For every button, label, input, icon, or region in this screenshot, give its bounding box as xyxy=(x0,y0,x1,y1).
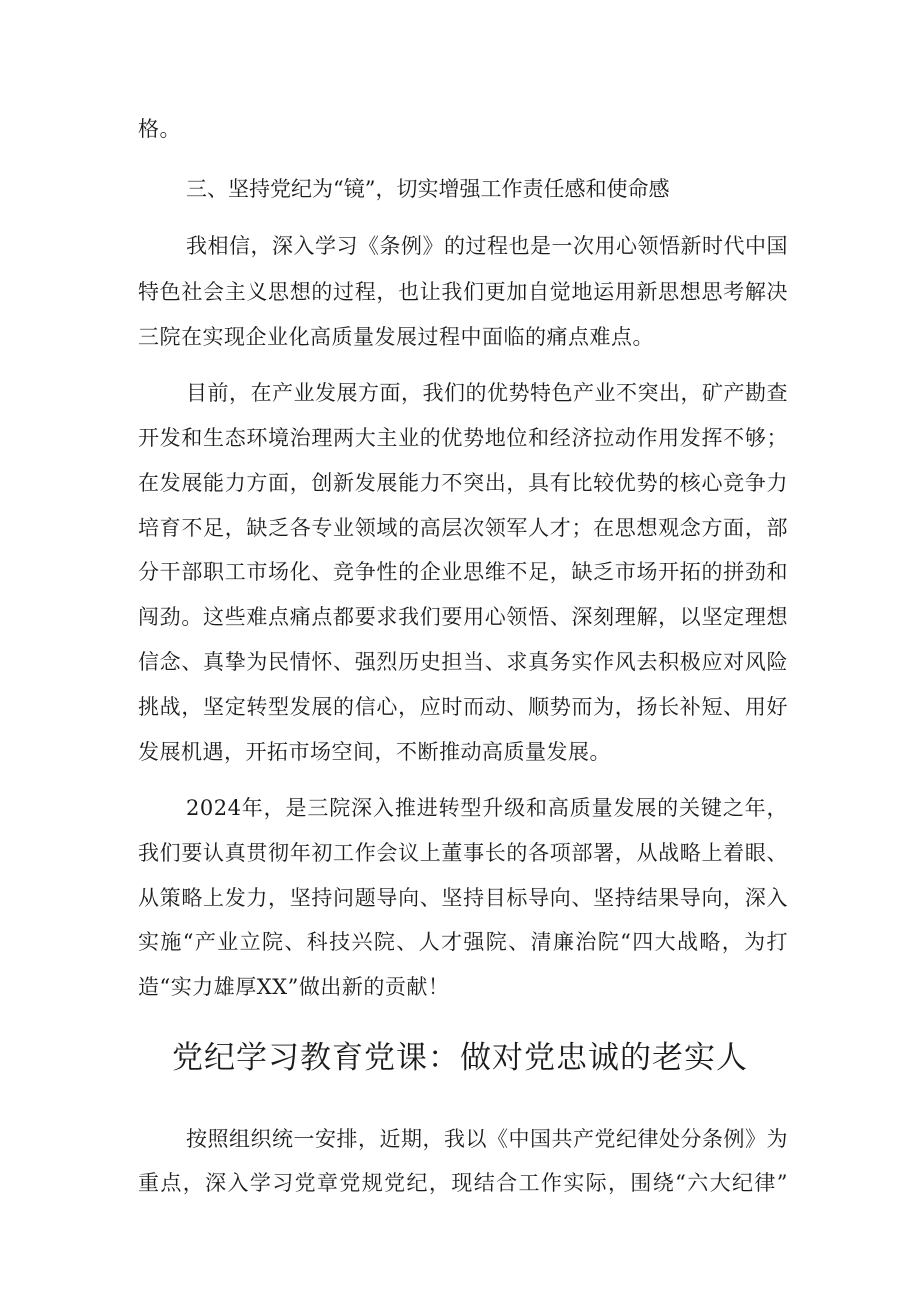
section-heading-three: 三、坚持党纪为“镜”，切实增强工作责任感和使命感 xyxy=(186,177,670,201)
paragraph-line: 2024年，是三院深入推进转型升级和高质量发展的关键之年， xyxy=(186,796,788,820)
paragraph-line: 分干部职工市场化、竞争性的企业思维不足，缺乏市场开拓的拼劲和 xyxy=(138,560,788,584)
paragraph-line: 实施“产业立院、科技兴院、人才强院、清廉治院“四大战略，为打 xyxy=(138,930,788,954)
paragraph-line: 开发和生态环境治理两大主业的优势地位和经济拉动作用发挥不够； xyxy=(138,426,788,450)
paragraph-line: 按照组织统一安排，近期，我以《中国共产党纪律处分条例》为 xyxy=(186,1127,788,1151)
paragraph-line: 从策略上发力，坚持问题导向、坚持目标导向、坚持结果导向，深入 xyxy=(138,886,788,910)
previous-paragraph-tail: 格。 xyxy=(138,117,181,141)
paragraph-line: 三院在实现企业化高质量发展过程中面临的痛点难点。 xyxy=(138,325,654,349)
paragraph-line: 目前，在产业发展方面，我们的优势特色产业不突出，矿产勘查 xyxy=(186,381,788,405)
paragraph-line: 挑战，坚定转型发展的信心，应时而动、顺势而为，扬长补短、用好 xyxy=(138,695,788,719)
paragraph-line: 特色社会主义思想的过程，也让我们更加自觉地运用新思想思考解决 xyxy=(138,280,788,304)
paragraph-line: 我相信，深入学习《条例》的过程也是一次用心领悟新时代中国 xyxy=(186,234,788,258)
paragraph-line: 闯劲。这些难点痛点都要求我们要用心领悟、深刻理解，以坚定理想 xyxy=(138,605,788,629)
article-title: 党纪学习教育党课：做对党忠诚的老实人 xyxy=(172,1040,748,1076)
paragraph-line: 我们要认真贯彻年初工作会议上董事长的各项部署，从战略上着眼、 xyxy=(138,841,788,865)
paragraph-line: 信念、真挚为民情怀、强烈历史担当、求真务实作风去积极应对风险 xyxy=(138,650,788,674)
paragraph-line: 发展机遇，开拓市场空间，不断推动高质量发展。 xyxy=(138,740,611,764)
paragraph-line: 在发展能力方面，创新发展能力不突出，具有比较优势的核心竞争力 xyxy=(138,471,788,495)
paragraph-line: 培育不足，缺乏各专业领域的高层次领军人才；在思想观念方面，部 xyxy=(138,516,788,540)
paragraph-line: 重点，深入学习党章党规党纪，现结合工作实际，围绕“六大纪律” xyxy=(138,1171,788,1195)
paragraph-line: 造“实力雄厚XX”做出新的贡献！ xyxy=(138,975,450,999)
